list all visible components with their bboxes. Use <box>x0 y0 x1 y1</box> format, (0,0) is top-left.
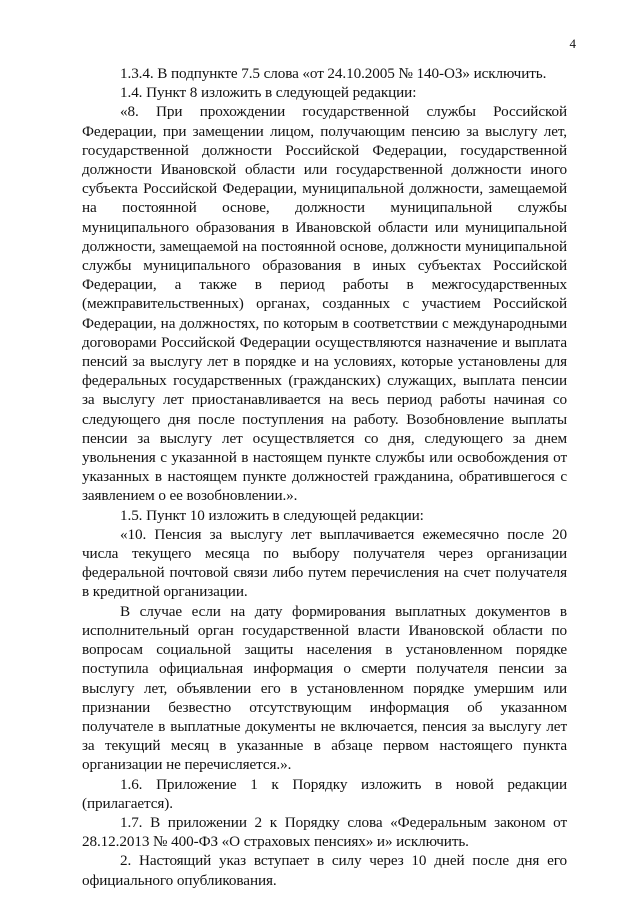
paragraph-1-5: 1.5. Пункт 10 изложить в следующей редакции: <box>120 506 424 524</box>
paragraph-point-10: «10. Пенсия за выслугу лет выплачивается ежемесячно после 20 числа текущего месяца по выбору получателя через организации федеральной почтовой связи либо путем перечисления на счет получателя в кредитной организации. <box>82 525 567 601</box>
paragraph-payment-documents: В случае если на дату формирования выплатных документов в исполнительный орган государственной власти Ивановской области по вопросам социальной защиты населения в установленном порядке поступила официальная информация о смерти получателя пенсии за выслугу лет, объявлении его в установленном порядке умершим или признании безвестно отсутствующим информация об указанном получателе в выплатные документы не включается, пенсия за выслугу лет за текущий месяц в указанные в абзаце первом настоящего пункта организации не перечисляется.». <box>82 602 567 774</box>
document-body <box>82 64 567 890</box>
page-number: 4 <box>569 36 576 51</box>
paragraph-1-4: 1.4. Пункт 8 изложить в следующей редакции: <box>120 84 417 102</box>
paragraph-1-6: 1.6. Приложение 1 к Порядку изложить в новой редакции (прилагается). <box>82 775 567 812</box>
paragraph-1-3-4: 1.3.4. В подпункте 7.5 слова «от 24.10.2005 № 140-ОЗ» исключить. <box>120 65 547 82</box>
paragraph-2: 2. Настоящий указ вступает в силу через 10 дней после дня его официального опубликования. <box>82 852 567 889</box>
paragraph-1-7: 1.7. В приложении 2 к Порядку слова «Федеральным законом от 28.12.2013 № 400-ФЗ «О страховых пенсиях» и» исключить. <box>82 813 567 851</box>
paragraph-point-8: «8. При прохождении государственной службы Российской Федерации, при замещении лицом, получающим пенсию за выслугу лет, государственной должности Российской Федерации, государственной должности Ивановской области или государственной должности иного субъекта Российской Федерации, муниципальной должности, замещаемой на постоянной основе, должности муниципальной службы муниципального образования в Ивановской области или муниципальной должности, замещаемой на постоянной основе, должности муниципальной службы муниципального образования в иных субъектах Российской Федерации, а также в период работы в межгосударственных (межправительственных) органах, созданных с участием Российской Федерации, на должностях, по которым в соответствии с международными договорами Российской Федерации осуществляются назначение и выплата пенсий за выслугу лет в порядке и на условиях, которые установлены для федеральных государственных (гражданских) служащих, выплата пенсии за выслугу лет приостанавливается на весь период работы начиная со следующего дня после поступления на работу. Возобновление выплаты пенсии за выслугу лет осуществляется со дня, следующего за днем увольнения с указанной в настоящем пункте службы или освобождения от указанных в настоящем пункте должностей гражданина, обратившегося с заявлением о ее возобновлении.». <box>82 103 567 505</box>
